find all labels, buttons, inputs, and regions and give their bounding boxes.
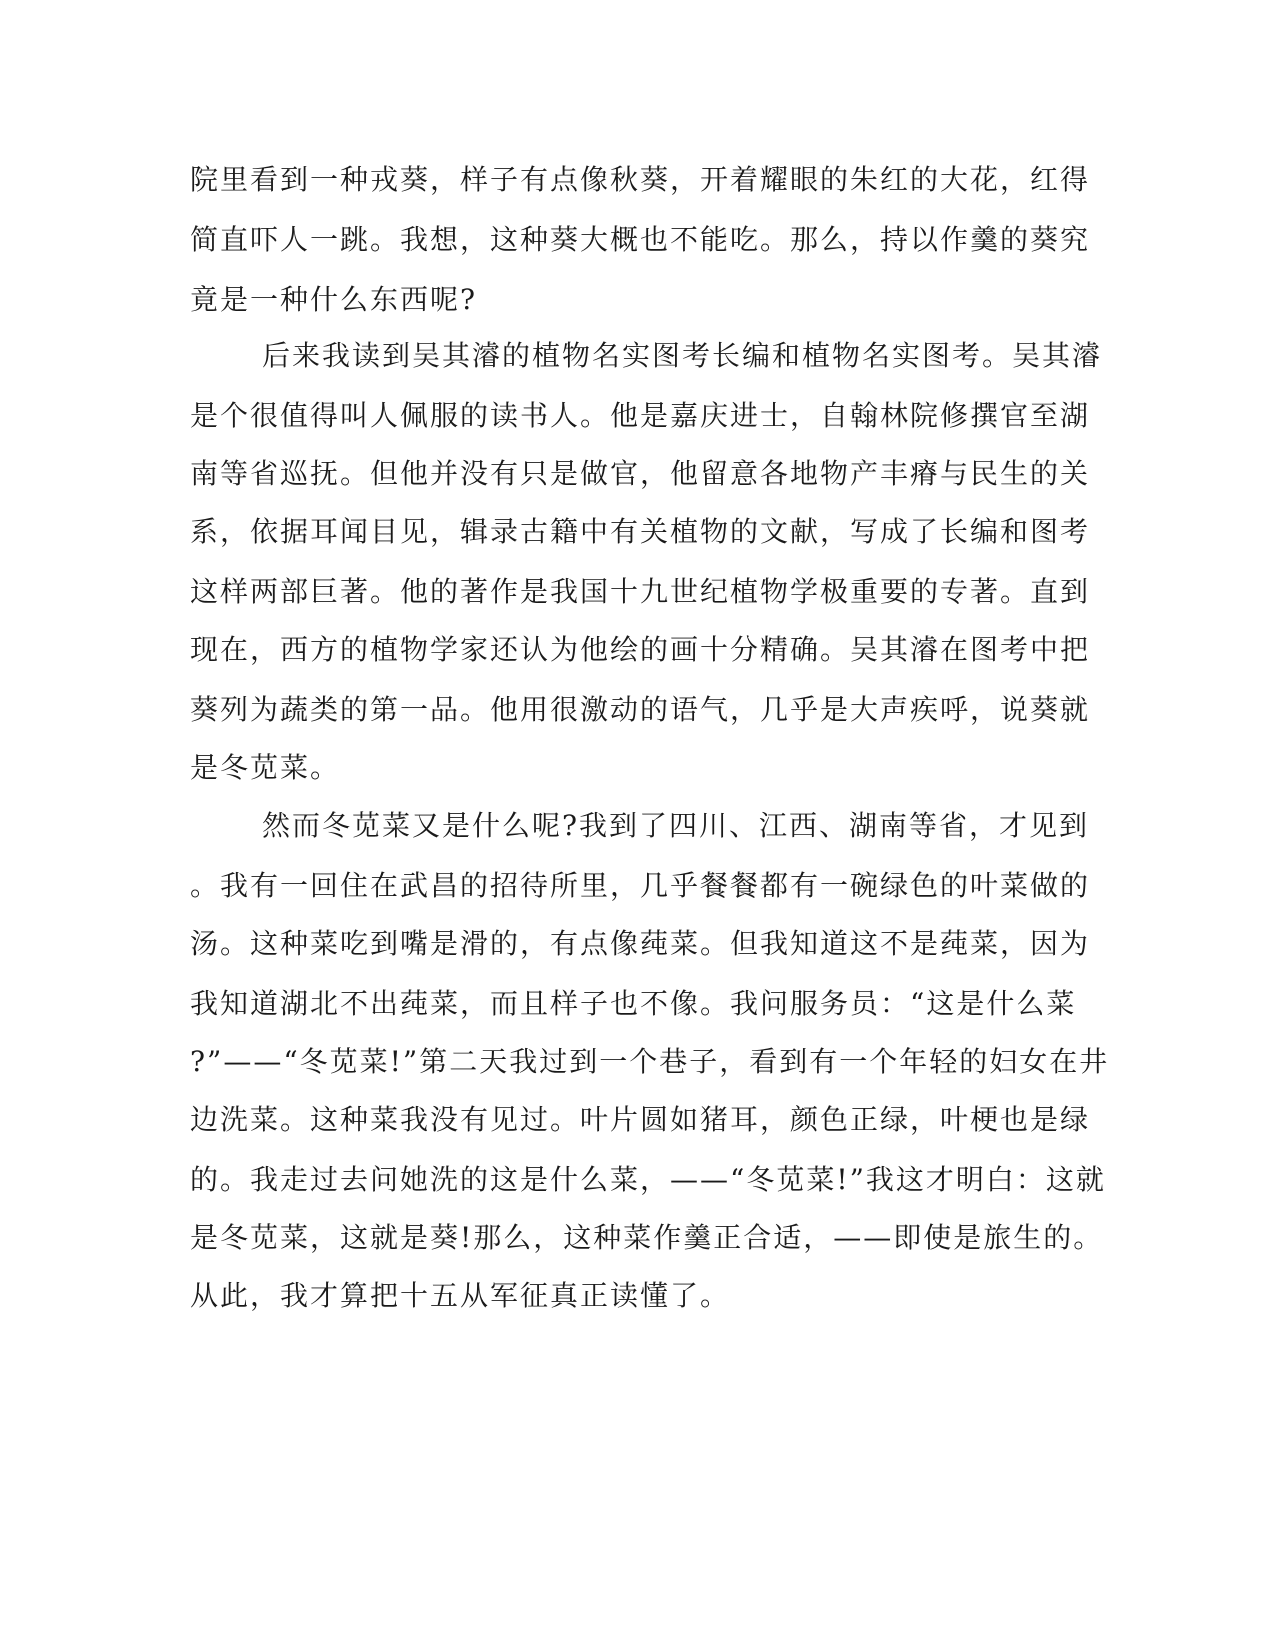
paragraph-2-line-1: 后来我读到吴其濬的植物名实图考长编和植物名实图考。吴其濬 bbox=[262, 339, 1103, 372]
paragraph-3-line-5: ?”——“冬苋菜!”第二天我过到一个巷子，看到有一个年轻的妇女在井 bbox=[190, 1045, 1110, 1078]
paragraph-2-line-3: 南等省巡抚。但他并没有只是做官，他留意各地物产丰瘠与民生的关 bbox=[190, 457, 1091, 490]
paragraph-2-line-6: 现在，西方的植物学家还认为他绘的画十分精确。吴其濬在图考中把 bbox=[190, 633, 1091, 666]
paragraph-3-line-7: 的。我走过去问她洗的这是什么菜，——“冬苋菜!”我这才明白：这就 bbox=[190, 1163, 1106, 1196]
paragraph-2-line-5: 这样两部巨著。他的著作是我国十九世纪植物学极重要的专著。直到 bbox=[190, 575, 1091, 608]
paragraph-3-line-8: 是冬苋菜，这就是葵!那么，这种菜作羹正合适，——即使是旅生的。 bbox=[190, 1221, 1104, 1254]
paragraph-3-line-4: 我知道湖北不出莼菜，而且样子也不像。我问服务员：“这是什么菜 bbox=[190, 987, 1077, 1020]
paragraph-1-line-1: 院里看到一种戎葵，样子有点像秋葵，开着耀眼的朱红的大花，红得 bbox=[190, 163, 1091, 196]
paragraph-2-line-8: 是冬苋菜。 bbox=[190, 751, 341, 784]
paragraph-3-line-6: 边洗菜。这种菜我没有见过。叶片圆如猪耳，颜色正绿，叶梗也是绿 bbox=[190, 1103, 1091, 1136]
paragraph-3-line-1: 然而冬苋菜又是什么呢?我到了四川、江西、湖南等省，才见到 bbox=[262, 809, 1090, 842]
paragraph-1-line-3: 竟是一种什么东西呢? bbox=[190, 283, 478, 316]
paragraph-2-line-7: 葵列为蔬类的第一品。他用很激动的语气，几乎是大声疾呼，说葵就 bbox=[190, 693, 1091, 726]
paragraph-2-line-2: 是个很值得叫人佩服的读书人。他是嘉庆进士，自翰林院修撰官至湖 bbox=[190, 399, 1091, 432]
paragraph-3-line-9: 从此，我才算把十五从军征真正读懂了。 bbox=[190, 1279, 731, 1312]
paragraph-1-line-2: 简直吓人一跳。我想，这种葵大概也不能吃。那么，持以作羹的葵究 bbox=[190, 223, 1091, 256]
paragraph-2-line-4: 系，依据耳闻目见，辑录古籍中有关植物的文献，写成了长编和图考 bbox=[190, 515, 1091, 548]
paragraph-3-line-2: 。我有一回住在武昌的招待所里，几乎餐餐都有一碗绿色的叶菜做的 bbox=[190, 869, 1091, 902]
paragraph-3-line-3: 汤。这种菜吃到嘴是滑的，有点像莼菜。但我知道这不是莼菜，因为 bbox=[190, 927, 1091, 960]
